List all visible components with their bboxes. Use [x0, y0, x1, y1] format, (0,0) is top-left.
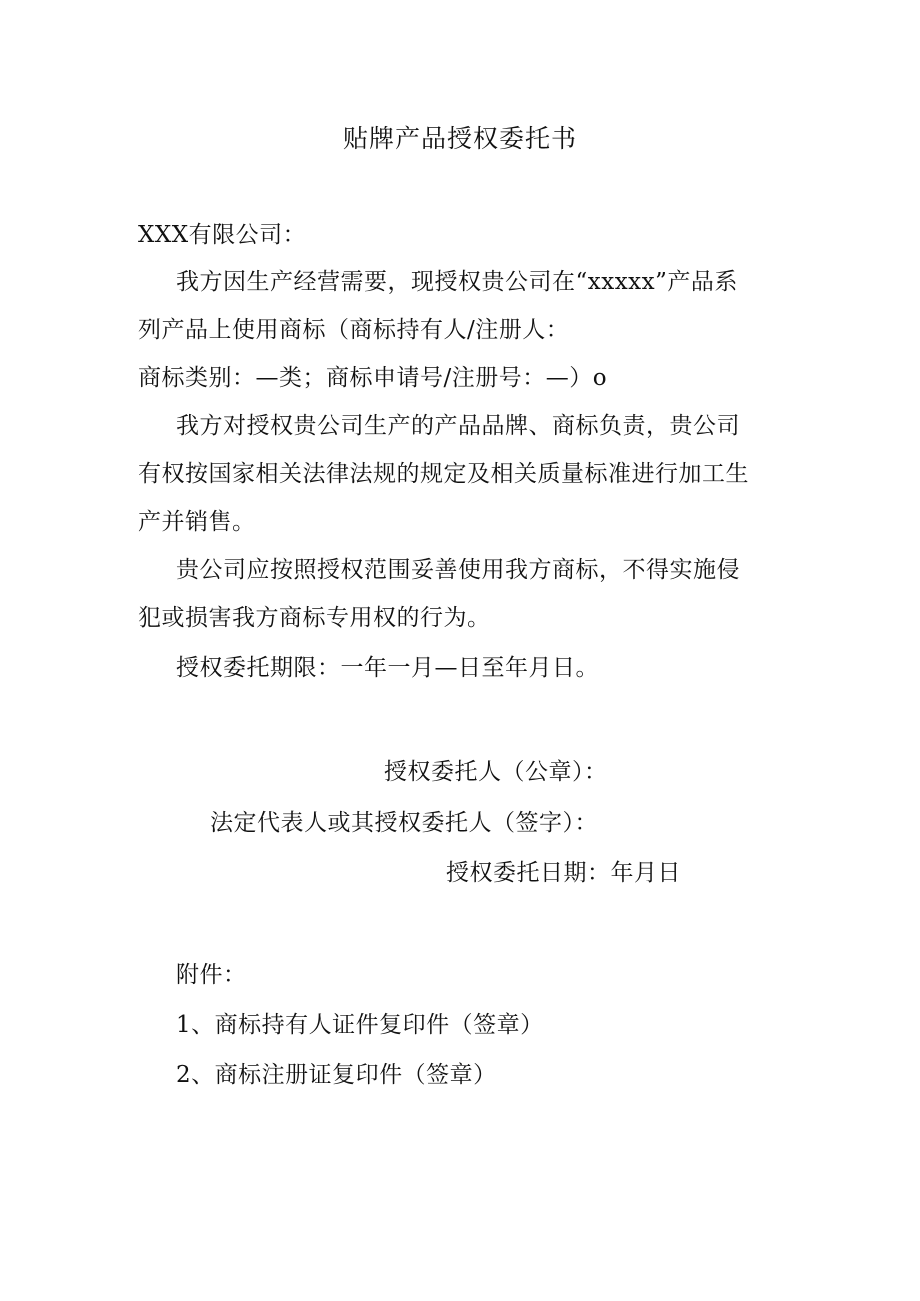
body-line-8: 犯或损害我方商标专用权的行为。 — [138, 605, 491, 631]
principal-seal-line: 授权委托人（公章）： — [384, 759, 608, 785]
authorization-date-line: 授权委托日期：年月日 — [446, 860, 681, 886]
document-title: 贴牌产品授权委托书 — [342, 124, 577, 153]
legal-representative-line: 法定代表人或其授权委托人（签字）： — [210, 810, 598, 836]
addressee: XXX有限公司： — [138, 222, 307, 248]
body-line-3: 商标类别：—类；商标申请号/注册号：—）o — [138, 365, 608, 391]
body-line-4: 我方对授权贵公司生产的产品品牌、商标负责，贵公司 — [176, 413, 740, 439]
body-line-5: 有权按国家相关法律法规的规定及相关质量标准进行加工生 — [138, 461, 749, 487]
attachment-item-2: 2、商标注册证复印件（签章） — [176, 1062, 497, 1088]
body-line-2: 列产品上使用商标（商标持有人/注册人： — [138, 317, 570, 343]
attachments-label: 附件： — [176, 962, 247, 988]
authorization-period: 授权委托期限：一年一月—日至年月日。 — [176, 655, 599, 681]
body-line-7: 贵公司应按照授权范围妥善使用我方商标，不得实施侵 — [176, 557, 740, 583]
attachment-item-1: 1、商标持有人证件复印件（签章） — [176, 1012, 544, 1038]
body-line-1: 我方因生产经营需要，现授权贵公司在“xxxxx”产品系 — [176, 269, 738, 295]
body-line-6: 产并销售。 — [138, 509, 256, 535]
